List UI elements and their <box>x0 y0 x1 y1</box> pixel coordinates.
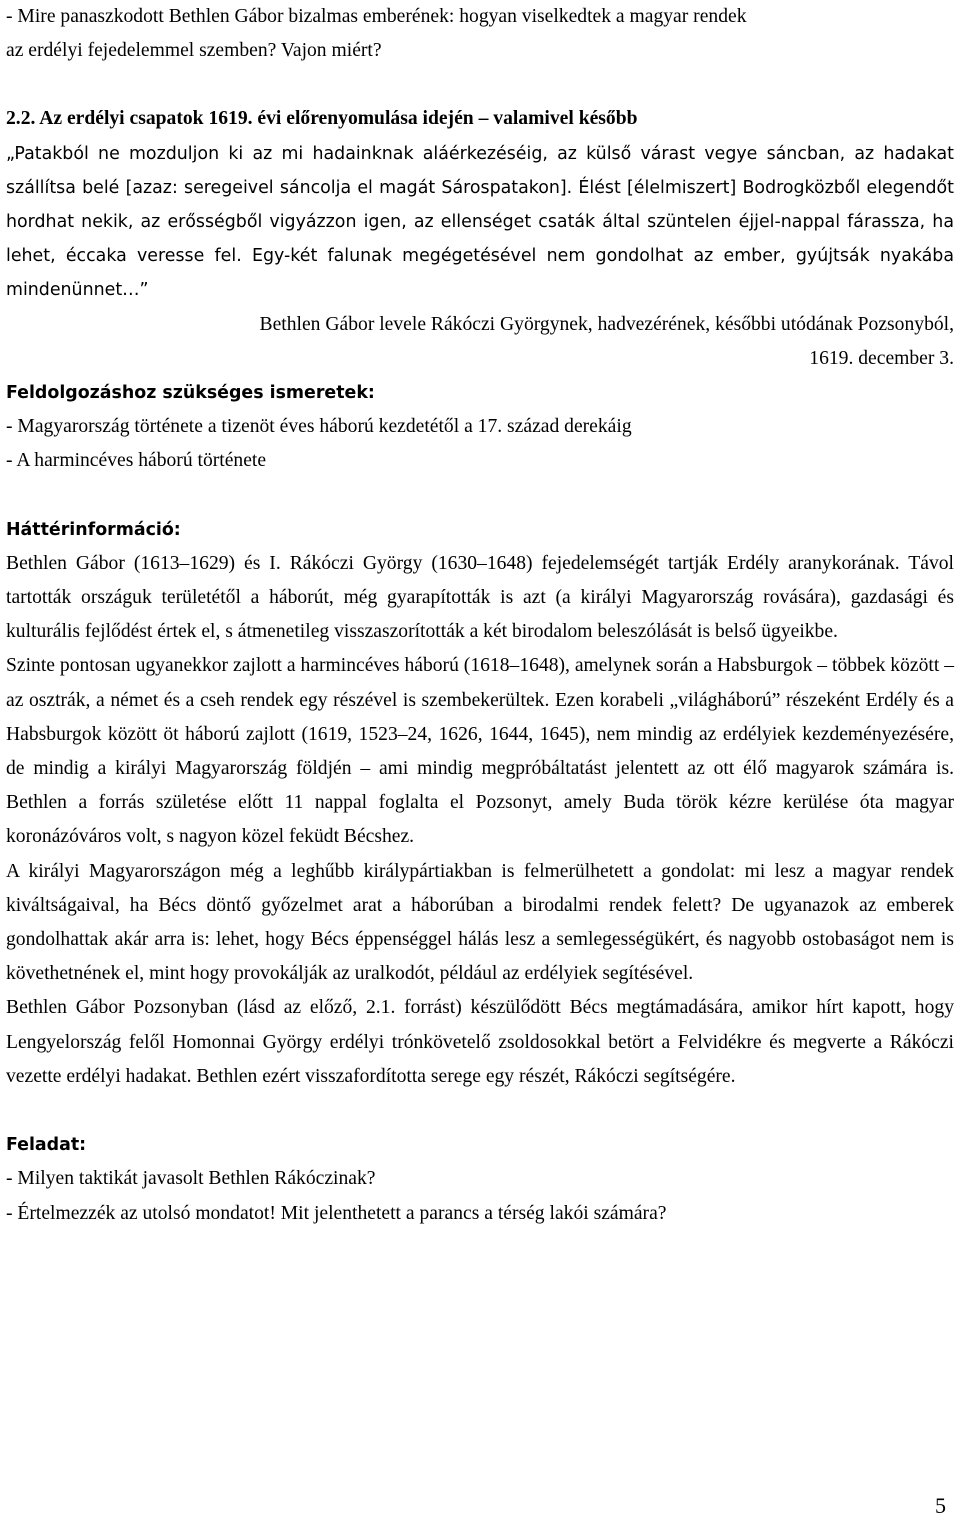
source-quote-part-3: Egy-két falunak megégetésével nem gondolhat az ember, gyújtsák nyakába mindenünnet…” <box>6 246 954 301</box>
background-paragraph: A királyi Magyarországon még a leghűbb királypártiakban is felmerülhetett a gondolat: mi lesz a magyar rendek kiváltságaival, ha Bécs döntő győzelmet arat a háborúban a birodalmi rendek felett? De ugyanazok az emberek gondolhattak akár arra is: lehet, hogy Bécs éppenséggel hálás lesz a semlegességükért, és nagyobb ostobaságot nem is követhetnének el, mint hogy provokálják az uralkodót, például az erdélyiek segítésével. <box>6 860 954 985</box>
intro-question-line-1: - Mire panaszkodott Bethlen Gábor bizalmas emberének: hogyan viselkedtek a magyar rendek <box>6 6 747 27</box>
spacer <box>6 479 954 513</box>
task-item: - Milyen taktikát javasolt Bethlen Rákóczinak? <box>6 1168 376 1190</box>
background-heading: Háttérinformáció: <box>6 519 181 540</box>
knowledge-item: - Magyarország története a tizenöt éves háború kezdetétől a 17. század derekáig <box>6 416 632 438</box>
source-heading: 2.2. Az erdélyi csapatok 1619. évi előrenyomulása idején – valamivel később <box>6 108 638 130</box>
source-citation-line-1: Bethlen Gábor levele Rákóczi Györgynek, hadvezérének, későbbi utódának Pozsonyból, <box>259 313 954 335</box>
source-quote-part-2: Élést [élelmiszert] Bodrogközből elegendőt hordhat nekik, az erősségből vigyázzon igen, az ellenséget csaták által szüntelen éjjel-nappal fárassza, ha lehet, éccaka veresse fel. <box>6 177 954 267</box>
task-heading: Feladat: <box>6 1135 87 1156</box>
intro-question-line-2: az erdélyi fejedelemmel szemben? Vajon miért? <box>6 40 382 62</box>
background-paragraph: Bethlen Gábor Pozsonyban (lásd az előző, 2.1. forrást) készülődött Bécs megtámadására, amikor hírt kapott, hogy Lengyelország felől Homonnai György erdélyi trónkövetelő zsoldosokkal betört a Felvidékre és megverte a Rákóczi vezette erdélyi hadakat. Bethlen ezért visszafordította serege egy részét, Rákóczi segítségére. <box>6 997 954 1087</box>
source-citation-line-2: 1619. december 3. <box>809 347 954 369</box>
knowledge-item: - A harmincéves háború története <box>6 450 267 472</box>
spacer <box>6 1094 954 1128</box>
spacer <box>6 68 954 102</box>
background-paragraph: Bethlen Gábor (1613–1629) és I. Rákóczi György (1630–1648) fejedelemségét tartják Erdély aranykorának. Távol tartották országuk területétől a háborút, még gyarapították is azt (a királyi Magyarország rovására), gazdasági és kulturális fejlődést értek el, s átmenetileg visszaszorították a két birodalom beleszólását is belső ügyeikbe. <box>6 552 954 643</box>
source-quote <box>6 137 954 308</box>
document-page <box>6 0 954 1231</box>
knowledge-heading: Feldolgozáshoz szükséges ismeretek: <box>6 383 375 404</box>
source-quote-part-1: „Patakból ne mozduljon ki az mi hadainknak aláérkezéséig, az külső várast vegye sáncban, az hadakat szállítsa belé [azaz: seregeivel sáncolja el magát Sárospatakon]. <box>6 143 954 198</box>
task-item: - Értelmezzék az utolsó mondatot! Mit jelenthetett a parancs a térség lakói számára? <box>6 1202 667 1224</box>
page-number: 5 <box>935 1493 946 1518</box>
background-paragraph: Szinte pontosan ugyanekkor zajlott a harmincéves háború (1618–1648), amelynek során a Habsburgok – többek között – az osztrák, a német és a cseh rendek egy részével is szembekerültek. Ezen korabeli „világháború” részeként Erdély és a Habsburgok között öt háború zajlott (1619, 1523–24, 1626, 1644, 1645), nem mindig az erdélyiek kezdeményezésére, de mindig a királyi Magyarország földjén – ami mindig megpróbáltatást jelentett az ott élő magyarok számára is. Bethlen a forrás születése előtt 11 nappal foglalta el Pozsonyt, amely Buda török kézre kerülése óta magyar koronázóváros volt, s nagyon közel feküdt Bécshez. <box>6 655 954 848</box>
